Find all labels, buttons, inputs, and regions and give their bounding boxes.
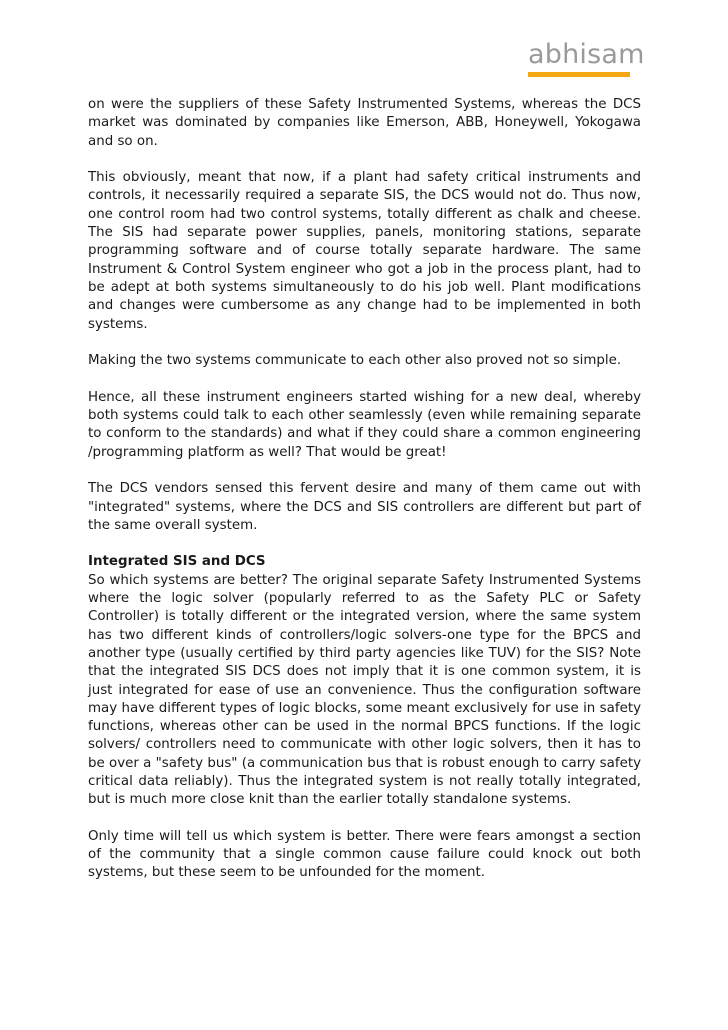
paragraph-new-deal: Hence, all these instrument engineers started wishing for a new deal, whereby both systems could talk to each other seamlessly (even while remaining separate to conform to the standards) and what if they could share a common engineering /programming platform as well? That would be great! [88,389,641,460]
paragraph-which-better: So which systems are better? The original separate Safety Instrumented Systems where the logic solver (popularly referred to as the Safety PLC or Safety Controller) is totally different or the integrated version, where the same system has two different kinds of controllers/logic solvers-one type for the BPCS and another type (usually certified by third party agencies like TUV) for the SIS? Note that the integrated SIS DCS does not imply that it is one common system, it is just integrated for ease of use an convenience. Thus the configuration software may have different types of logic blocks, some meant exclusively for use in safety functions, whereas other can be used in the normal BPCS functions. If the logic solvers/ controllers need to communicate with other logic solvers, then it has to be over a "safety bus" (a communication bus that is robust enough to carry safety critical data reliably). Thus the integrated system is not really totally integrated, but is much more close knit than the earlier totally standalone systems. [88,572,641,808]
abhisam-logo [528,39,645,77]
paragraph-only-time: Only time will tell us which system is better. There were fears amongst a section of the community that a single common cause failure could knock out both systems, but these seem to be unfounded for the moment. [88,828,641,881]
document-body [88,96,641,901]
paragraph-suppliers: on were the suppliers of these Safety Instrumented Systems, whereas the DCS market was dominated by companies like Emerson, ABB, Honeywell, Yokogawa and so on. [88,97,641,149]
paragraph-communication: Making the two systems communicate to each other also proved not so simple. [88,353,622,369]
logo-text: abhisam [528,39,645,70]
paragraph-separate-sis: This obviously, meant that now, if a plant had safety critical instruments and controls, it necessarily required a separate SIS, the DCS would not do. Thus now, one control room had two control systems, totally different as chalk and cheese. The SIS had separate power supplies, panels, monitoring stations, separate programming software and of course totally separate hardware. The same Instrument & Control System engineer who got a job in the process plant, had to be adept at both systems simultaneously to do his job well. Plant modifications and changes were cumbersome as any change had to be implemented in both systems. [88,170,641,332]
section-heading-integrated: Integrated SIS and DCS [88,554,266,570]
logo-underline-bar [528,72,630,77]
paragraph-vendors: The DCS vendors sensed this fervent desire and many of them came out with "integrated" systems, where the DCS and SIS controllers are different but part of the same overall system. [88,481,641,533]
